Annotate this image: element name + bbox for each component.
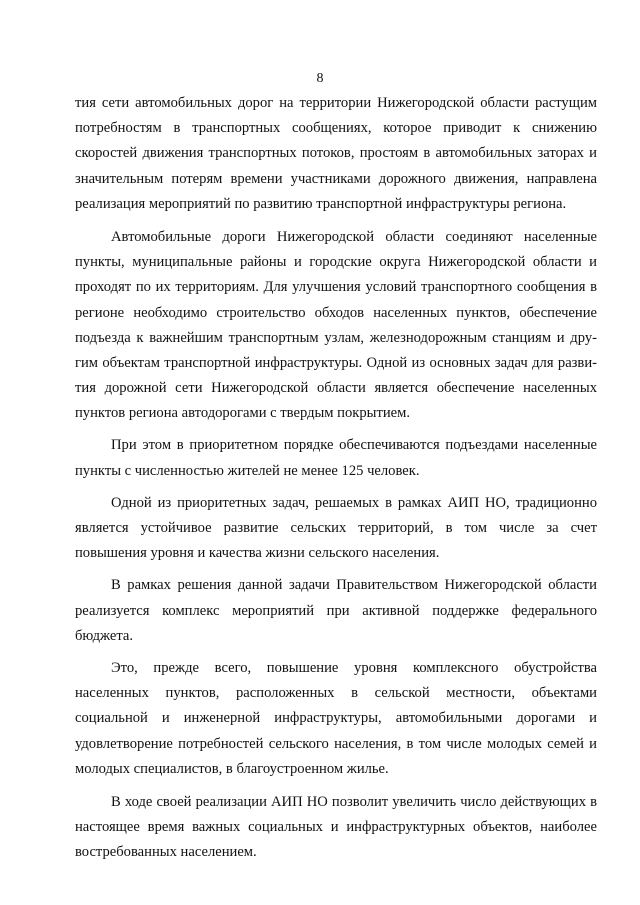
text-line: Одной из приоритетных задач, решаемых в рамках АИП НО, традиционно bbox=[111, 494, 597, 511]
text-line: тия сети автомобильных дорог на территории Нижегородской области растущим bbox=[75, 95, 597, 111]
text-line: молодых специалистов, в благоустроенном жилье. bbox=[75, 760, 389, 777]
text-line: реализуется комплекс мероприятий при активной поддержке федерального bbox=[75, 602, 597, 619]
paragraph bbox=[75, 656, 597, 782]
text-line: пункты, муниципальные районы и городские округа Нижегородской области и bbox=[75, 254, 597, 271]
text-line: пунктов региона автодорогами с твердым покрытием. bbox=[75, 405, 411, 422]
text-line: значительным потерям времени участниками дорожного движения, направлена bbox=[75, 170, 597, 187]
text-line: гим объектам транспортной инфраструктуры. Одной из основных задач для разви- bbox=[75, 354, 597, 371]
text-line: регионе необходимо строительство обходов населенных пунктов, обеспечение bbox=[75, 304, 597, 321]
text-line: востребованных населением. bbox=[75, 844, 257, 861]
text-line: В рамках решения данной задачи Правительством Нижегородской области bbox=[111, 577, 597, 594]
text-line: потребностям в транспортных сообщениях, которое приводит к снижению bbox=[75, 120, 597, 137]
paragraph bbox=[75, 225, 597, 427]
text-line: повышения уровня и качества жизни сельского населения. bbox=[75, 545, 440, 562]
text-line: подъезда к важнейшим транспортным узлам, железнодорожным станциям и дру- bbox=[75, 329, 597, 346]
text-line: пункты с численностью жителей не менее 125 человек. bbox=[75, 462, 420, 479]
paragraph bbox=[75, 573, 597, 649]
text-line: При этом в приоритетном порядке обеспечиваются подъездами населенные bbox=[111, 437, 597, 454]
document-body bbox=[75, 91, 597, 865]
text-line: Это, прежде всего, повышение уровня комплексного обустройства bbox=[111, 659, 597, 676]
paragraph bbox=[75, 790, 597, 866]
paragraph bbox=[75, 433, 597, 483]
text-line: проходят по их территориям. Для улучшения условий транспортного сообщения в bbox=[75, 279, 597, 296]
text-line: удовлетворение потребностей сельского населения, в том числе молодых семей и bbox=[75, 735, 597, 752]
text-line: населенных пунктов, расположенных в сельской местности, объектами bbox=[75, 685, 597, 702]
text-line: Автомобильные дороги Нижегородской области соединяют населенные bbox=[111, 228, 597, 245]
page-number: 8 bbox=[316, 71, 324, 86]
text-line: реализация мероприятий по развитию транспортной инфраструктуры региона. bbox=[75, 195, 567, 212]
text-line: социальной и инженерной инфраструктуры, автомобильными дорогами и bbox=[75, 710, 597, 727]
text-line: настоящее время важных социальных и инфраструктурных объектов, наиболее bbox=[75, 819, 597, 836]
text-line: является устойчивое развитие сельских территорий, в том числе за счет bbox=[75, 520, 597, 536]
paragraph bbox=[75, 491, 597, 567]
paragraph bbox=[75, 91, 597, 217]
text-line: скоростей движения транспортных потоков, простоям в автомобильных заторах и bbox=[75, 145, 597, 162]
text-line: тия дорожной сети Нижегородской области является обеспечение населенных bbox=[75, 380, 597, 397]
text-line: В ходе своей реализации АИП НО позволит увеличить число действующих в bbox=[111, 793, 597, 810]
text-line: бюджета. bbox=[75, 627, 134, 644]
